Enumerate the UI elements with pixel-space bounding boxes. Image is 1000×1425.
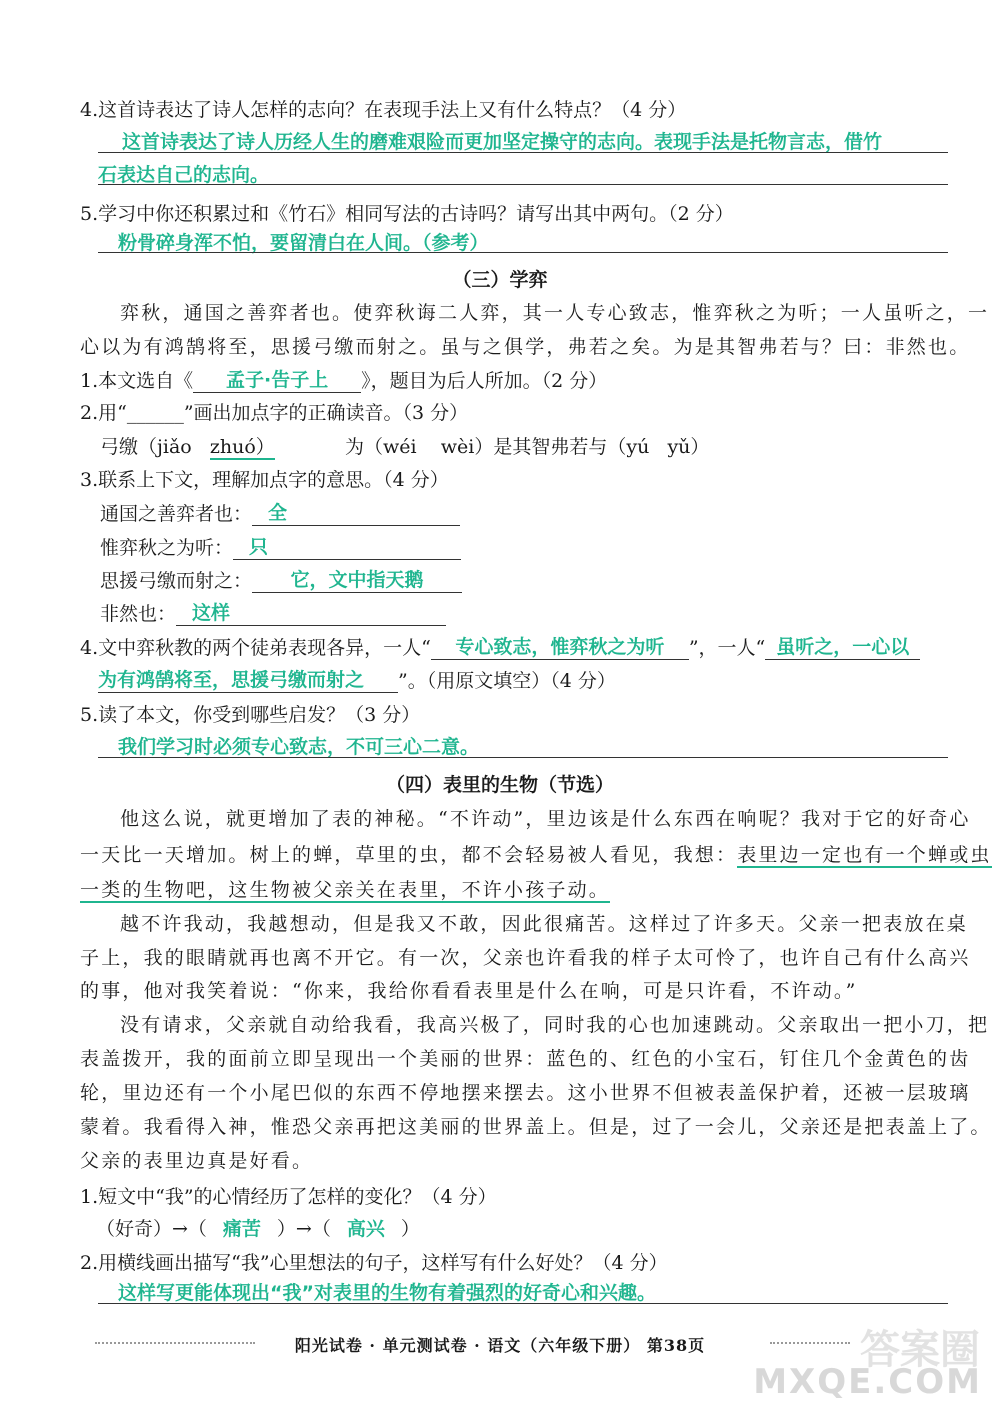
footer-dots-right — [770, 1342, 850, 1344]
passage-line: 弈秋，通国之善弈者也。使弈秋诲二人弈，其一人专心致志，惟弈秋之为听；一人虽听之，一 — [120, 302, 990, 324]
passage-line: 他这么说，就更增加了表的神秘。“不许动”，里边该是什么东西在响呢？我对于它的好奇心 — [120, 808, 971, 830]
answer-3-1: 孟子·告子上 — [193, 365, 361, 393]
meaning-item: 惟弈秋之为听： 只 — [100, 532, 461, 560]
passage-line: 轮，里边还有一个小尾巴似的东西不停地摆来摆去。这小世界不但被表盖保护着，还被一层玻璃 — [80, 1082, 971, 1104]
meaning-item: 非然也： 这样 — [100, 598, 446, 626]
question-2-5: 5.学习中你还积累过和《竹石》相同写法的古诗吗？请写出其中两句。（2 分） — [80, 203, 734, 225]
question-2-4: 4.这首诗表达了诗人怎样的志向？在表现手法上又有什么特点？（4 分） — [80, 99, 687, 121]
passage-line: 的事，他对我笑着说：“你来，我给你看看表里是什么在响，可是只许看，不许动。” — [80, 980, 858, 1002]
answer-4-2: 这样写更能体现出“我”对表里的生物有着强烈的好奇心和兴趣。 — [118, 1282, 656, 1304]
answer-3-2-a: zhuó） — [209, 436, 275, 458]
passage-line: 表盖拨开，我的面前立即呈现出一个美丽的世界：蓝色的、红色的小宝石，钉住几个金黄色的齿 — [80, 1048, 971, 1070]
meaning-item: 思援弓缴而射之： 它，文中指天鹅 — [100, 565, 462, 593]
section-title-xueyi: （三）学弈 — [452, 269, 548, 291]
answer-2-4-line1: 这首诗表达了诗人历经人生的磨难艰险而更加坚定操守的志向。表现手法是托物言志，借竹 — [122, 131, 883, 153]
passage-line: 没有请求，父亲就自动给我看，我高兴极了，同时我的心也加速跳动。父亲取出一把小刀，把 — [120, 1014, 990, 1036]
passage-line: 子上，我的眼睛就再也离不开它。有一次，父亲也许看我的样子太可怜了，也许自己有什么高兴 — [80, 947, 971, 969]
answer-line — [98, 152, 948, 153]
question-3-1: 1.本文选自《 孟子·告子上 》，题目为后人所加。（2 分） — [80, 365, 607, 393]
watermark-logo: 答案圈 — [860, 1326, 980, 1373]
question-3-5: 5.读了本文，你受到哪些启发？（3 分） — [80, 704, 421, 726]
pinyin-line-2: 为（wéi wèi）是其智弗若与（yú yǔ） — [345, 436, 710, 458]
answer-2-5: 粉骨碎身浑不怕，要留清白在人间。（参考） — [118, 232, 489, 254]
answer-line — [98, 1303, 948, 1304]
question-3-2: 2.用“______”画出加点字的正确读音。（3 分） — [80, 402, 469, 424]
passage-line — [80, 875, 950, 902]
underlined-sentence: 一类的生物吧，这生物被父亲关在表里，不许小孩子动。 — [80, 879, 611, 901]
answer-2-4-line2: 石表达自己的志向。 — [98, 164, 270, 186]
passage-line: 越不许我动，我越想动，但是我又不敢，因此很痛苦。这样过了许多天。父亲一把表放在桌 — [120, 913, 969, 935]
answer-line — [98, 184, 948, 185]
passage-line: 一天比一天增加。树上的蝉，草里的虫，都不会轻易被人看见，我想：表里边一定也有一个蝉或虫 — [80, 844, 992, 866]
passage-line: 蒙着。我看得入神，惟恐父亲再把这美丽的世界盖上。但是，过了一会儿，父亲还是把表盖上了。 — [80, 1116, 992, 1138]
answer-4-1-b: 高兴 — [346, 1218, 385, 1240]
answer-line — [98, 252, 948, 253]
underlined-sentence: 表里边一定也有一个蝉或虫 — [737, 844, 992, 866]
question-3-4-cont: 为有鸿鹄将至，思援弓缴而射之 ”。（用原文填空）（4 分） — [98, 665, 616, 693]
question-4-2: 2.用横线画出描写“我”心里想法的句子，这样写有什么好处？（4 分） — [80, 1252, 668, 1274]
answer-4-1-a: 痛苦 — [222, 1218, 261, 1240]
question-3-3: 3.联系上下文，理解加点字的意思。（4 分） — [80, 469, 449, 491]
answer-line — [98, 757, 948, 758]
passage-line: 心以为有鸿鹄将至，思援弓缴而射之。虽与之俱学，弗若之矣。为是其智弗若与？曰：非然也。 — [80, 336, 971, 358]
passage-line: 父亲的表里边真是好看。 — [80, 1150, 314, 1172]
answer-3-5: 我们学习时必须专心致志，不可三心二意。 — [118, 736, 480, 758]
question-4-1: 1.短文中“我”的心情经历了怎样的变化？（4 分） — [80, 1186, 497, 1208]
meaning-item: 通国之善弈者也： 全 — [100, 498, 460, 526]
question-3-4: 4.文中弈秋教的两个徒弟表现各异，一人“ 专心致志，惟弈秋之为听 ”，一人“ 虽听之，一心以 — [80, 632, 920, 660]
page-footer: 阳光试卷 · 单元测试卷 · 语文（六年级下册） 第38页 — [294, 1336, 706, 1355]
section-title-biaoli: （四）表里的生物（节选） — [385, 774, 614, 796]
pinyin-line-1: 弓缴（jiǎo zhuó） — [100, 436, 275, 458]
mood-chain: （好奇）→（ 痛苦 ）→（ 高兴 ） — [96, 1214, 420, 1241]
watermark: MXQE.COM — [753, 1362, 982, 1402]
